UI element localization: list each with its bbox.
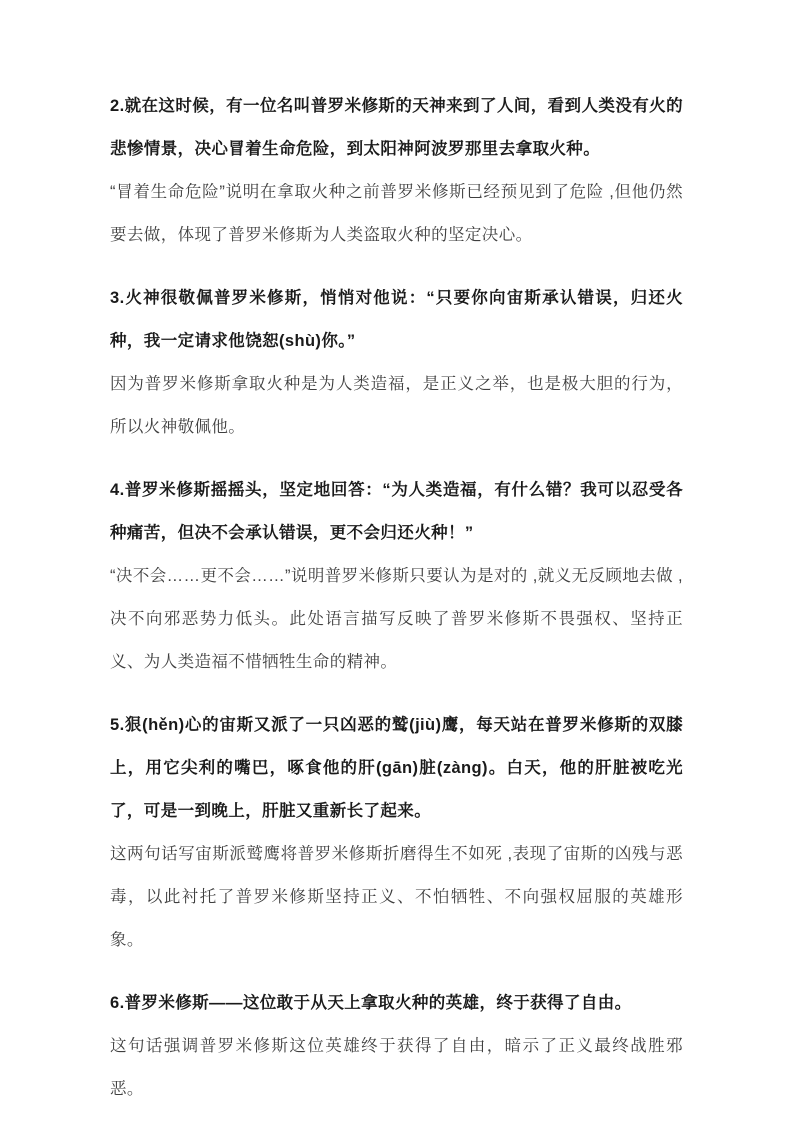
note-section-5 [110, 704, 683, 962]
analysis-text: 这两句话写宙斯派鹫鹰将普罗米修斯折磨得生不如死 ,表现了宙斯的凶残与恶毒，以此衬托了普罗米修斯坚持正义、不怕牺牲、不向强权屈服的英雄形象。 [110, 845, 683, 949]
quote-text: 4.普罗米修斯摇摇头，坚定地回答：“为人类造福，有什么错？我可以忍受各种痛苦，但决不会承认错误，更不会归还火种！” [110, 481, 683, 542]
analysis-text: “冒着生命危险”说明在拿取火种之前普罗米修斯已经预见到了危险 ,但他仍然要去做，体现了普罗米修斯为人类盗取火种的坚定决心。 [110, 183, 683, 244]
analysis-text: “决不会……更不会……”说明普罗米修斯只要认为是对的 ,就义无反顾地去做 ,决不向邪恶势力低头。此处语言描写反映了普罗米修斯不畏强权、坚持正义、为人类造福不惜牺牲生命的精神。 [110, 567, 683, 671]
analysis-text: 这句话强调普罗米修斯这位英雄终于获得了自由，暗示了正义最终战胜邪恶。 [110, 1037, 683, 1098]
quote-text: 5.狠(hěn)心的宙斯又派了一只凶恶的鹫(jiù)鹰，每天站在普罗米修斯的双膝上，用它尖利的嘴巴，啄食他的肝(gān)脏(zàng)。白天，他的肝脏被吃光了，可是一到晚上，肝脏又重新长了起来。 [110, 716, 683, 820]
quote-text: 3.火神很敬佩普罗米修斯，悄悄对他说：“只要你向宙斯承认错误，归还火种，我一定请求他饶恕(shù)你。” [110, 289, 683, 350]
quote-text: 2.就在这时候，有一位名叫普罗米修斯的天神来到了人间，看到人类没有火的悲惨情景，决心冒着生命危险，到太阳神阿波罗那里去拿取火种。 [110, 97, 683, 158]
note-section-4 [110, 469, 683, 684]
note-section-6 [110, 982, 683, 1111]
note-section-2 [110, 85, 683, 257]
analysis-text: 因为普罗米修斯拿取火种是为人类造福，是正义之举，也是极大胆的行为，所以火神敬佩他。 [110, 375, 683, 436]
quote-text: 6.普罗米修斯——这位敢于从天上拿取火种的英雄，终于获得了自由。 [110, 994, 632, 1012]
note-section-3 [110, 277, 683, 449]
